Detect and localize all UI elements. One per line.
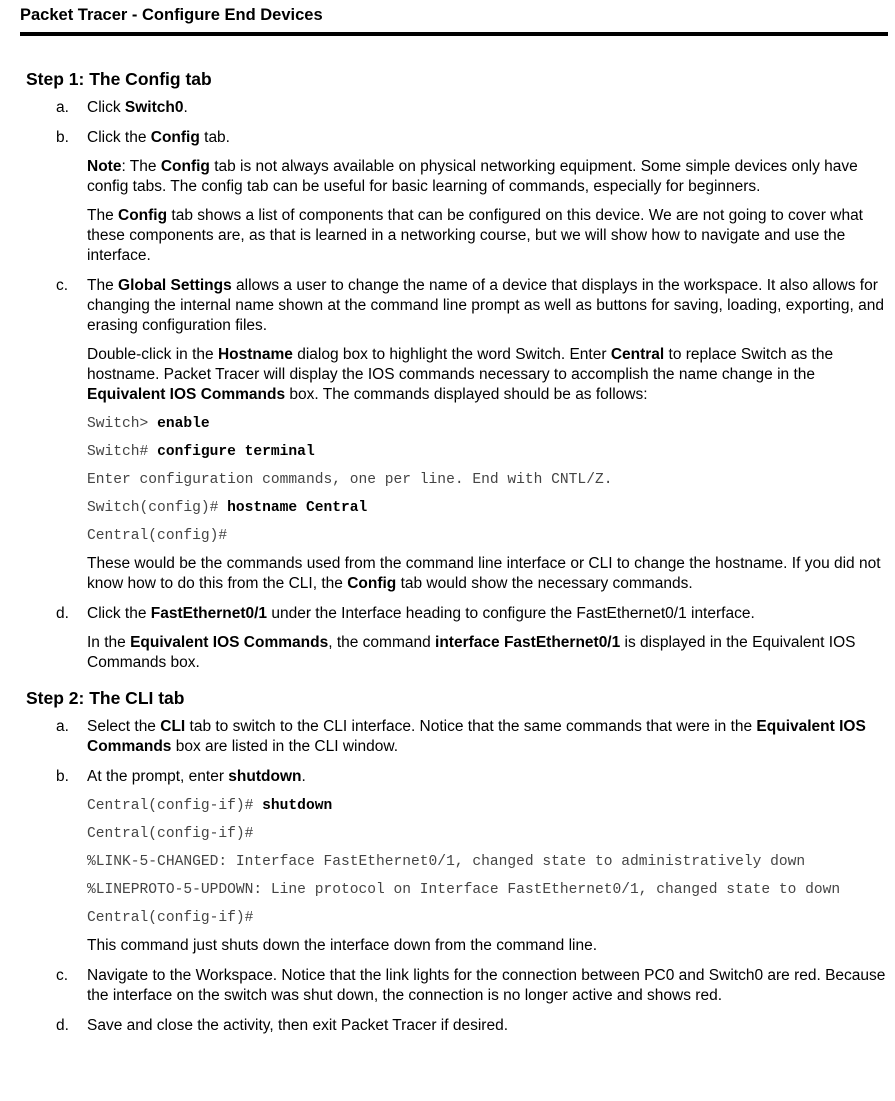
step-2-item-c [26,966,888,1006]
paragraph: The Config tab shows a list of components that can be configured on this device. We are not going to cover what these components are, as that is learned in a networking course, but we will show how to navigate and use the interface. [87,207,863,264]
code-line: Central(config-if)# [87,910,254,926]
code-line: Central(config-if)# [87,826,254,842]
item-label: c. [56,277,69,294]
paragraph: Click the Config tab. [87,129,230,146]
code-line: Central(config)# [87,528,228,544]
paragraph: This command just shuts down the interface down from the command line. [87,937,598,954]
step-2-item-d [26,1016,888,1036]
code-line: %LINK-5-CHANGED: Interface FastEthernet0/1, changed state to administratively down [87,854,806,870]
step-2-heading: Step 2: The CLI tab [26,688,185,708]
paragraph: Double-click in the Hostname dialog box to highlight the word Switch. Enter Central to replace Switch as the hostname. Packet Tracer will display the IOS commands necessary to accomplish the name change in the Equivalent IOS Commands box. The commands displayed should be as follows: [87,346,834,403]
paragraph: The Global Settings allows a user to change the name of a device that displays in the workspace. It also allows for changing the internal name shown at the command line prompt as well as buttons for saving, loading, exporting, and erasing configuration files. [87,277,885,334]
step-1-item-c [26,276,888,594]
step-1-heading: Step 1: The Config tab [26,69,212,89]
item-label: a. [56,718,69,735]
document-body [26,68,888,1046]
paragraph: Click the FastEthernet0/1 under the Interface heading to configure the FastEthernet0/1 interface. [87,605,755,622]
item-label: a. [56,99,69,116]
item-label: d. [56,1017,69,1034]
item-label: b. [56,768,69,785]
step-1-item-d [26,604,888,673]
item-label: b. [56,129,69,146]
step-2-item-a [26,717,888,757]
paragraph: These would be the commands used from the command line interface or CLI to change the hostname. If you did not know how to do this from the CLI, the Config tab would show the necessary commands. [87,555,881,592]
code-line: Switch(config)# hostname Central [87,500,368,516]
code-line: Switch> enable [87,416,210,432]
code-line: Switch# configure terminal [87,444,315,460]
paragraph: Save and close the activity, then exit Packet Tracer if desired. [87,1017,509,1034]
code-line: Enter configuration commands, one per line. End with CNTL/Z. [87,472,613,488]
paragraph: Select the CLI tab to switch to the CLI interface. Notice that the same commands that were in the Equivalent IOS Commands box are listed in the CLI window. [87,718,866,755]
document-header [20,5,888,36]
paragraph: Click Switch0. [87,99,188,116]
item-label: c. [56,967,69,984]
note-paragraph: Note: The Config tab is not always available on physical networking equipment. Some simple devices only have config tabs. The config tab can be useful for basic learning of commands, especially for beginners. [87,158,858,195]
document-title: Packet Tracer - Configure End Devices [20,6,323,24]
paragraph: At the prompt, enter shutdown. [87,768,306,785]
code-line: %LINEPROTO-5-UPDOWN: Line protocol on Interface FastEthernet0/1, changed state to down [87,882,841,898]
code-line: Central(config-if)# shutdown [87,798,333,814]
paragraph: Navigate to the Workspace. Notice that the link lights for the connection between PC0 and Switch0 are red. Because the interface on the switch was shut down, the connection is no longer active and shows red. [87,967,886,1004]
step-1-item-a [26,98,888,118]
item-label: d. [56,605,69,622]
paragraph: In the Equivalent IOS Commands, the command interface FastEthernet0/1 is displayed in the Equivalent IOS Commands box. [87,634,856,671]
step-1-item-b [26,128,888,266]
step-2-item-b [26,767,888,956]
